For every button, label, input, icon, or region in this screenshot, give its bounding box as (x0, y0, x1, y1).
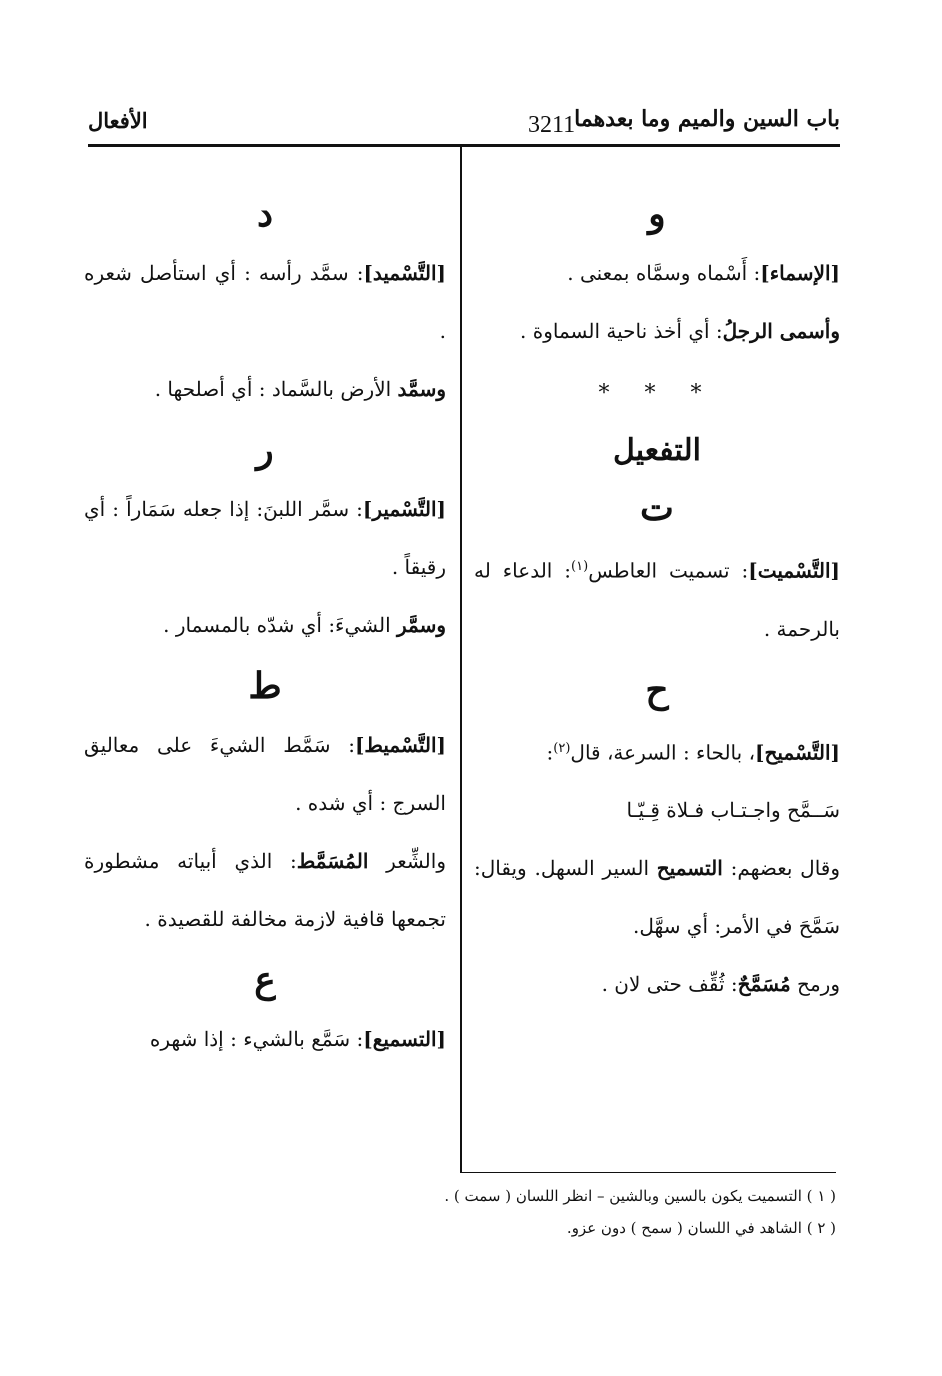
entry-tasmih (474, 720, 840, 782)
letter-heading-ta2: ط (248, 665, 282, 707)
letter-heading-waw: و (648, 193, 666, 235)
entry-tasmi (84, 1010, 446, 1068)
entry-text: وقال بعضهم: (730, 856, 841, 881)
entry-definition: : سَمَّع بالشيء : إذا شهره (149, 1027, 364, 1051)
verse-line: سَــمَّح واجـتـاب فـلاة قِـيّـا (626, 798, 840, 823)
entry-definition: : الذي أبياته مشطورة تجمعها قافية لازمة مخالفة للقصيدة . (84, 849, 446, 931)
footnote-marker: (٢) (553, 740, 571, 756)
entry-term: [التسميع] (363, 1027, 446, 1051)
entry-term: وأسمى الرجلُ (722, 319, 840, 343)
entry-term: [التَّسْميح] (755, 740, 840, 765)
entry-tasmid (84, 244, 446, 360)
entry-definition: : الدعاء له بالرحمة . (474, 558, 840, 641)
entry-term: [التَّسْميط] (354, 733, 446, 757)
header-section-title: الأفعال (88, 108, 148, 133)
header-rule (88, 144, 840, 147)
entry-term: وسمَّد (397, 377, 446, 401)
entry-definition: السير السهل. ويقال: سَمَّحَ في الأمر: أي سهَّل. (474, 856, 840, 939)
left-column (84, 182, 446, 1068)
entry-isma (474, 244, 840, 302)
entry-term: [التَّسْمير] (362, 497, 446, 521)
entry-definition: : أَسْماه وسمَّاه بمعنى . (567, 261, 761, 285)
entry-term: التسميح (656, 856, 723, 881)
entry-text: ورمح (797, 972, 840, 997)
entry-baadh (474, 839, 840, 955)
entry-sammar (84, 596, 446, 654)
entry-definition: : تسميت العاطس (588, 558, 749, 583)
header-chapter-title: باب السين والميم وما بعدهما (574, 106, 840, 132)
entry-definition: : سَمَّط الشيءَ على معاليق السرج : أي شده . (84, 733, 446, 815)
page-number: 3211 (528, 112, 576, 138)
page-header (88, 100, 840, 146)
letter-heading-ra: ر (256, 429, 274, 471)
entry-definition: الشيءَ: أي شدّه بالمسمار . (163, 613, 391, 637)
entry-punctuation: : (546, 740, 554, 765)
footnote-2: ( ٢ ) الشاهد في اللسان ( سمح ) دون عزو. (566, 1219, 836, 1237)
letter-heading-ta: ت (640, 487, 674, 529)
entry-definition: : سمَّر اللبنَ: إذا جعله سَمَاراً : أي رقيقاً . (84, 497, 446, 579)
section-heading: التفعيل (613, 433, 701, 468)
entry-term: المُسَمَّط (296, 849, 369, 873)
entry-tasmir (84, 480, 446, 596)
letter-heading-dal: د (256, 193, 274, 235)
entry-rumh (474, 955, 840, 1013)
entry-term: [الإسماء] (760, 261, 840, 285)
right-column (474, 182, 840, 1013)
footnotes (300, 1180, 836, 1244)
entry-tasmit2 (84, 716, 446, 832)
footnote-1: ( ١ ) التسميت يكون بالسين وبالشين – انظر اللسان ( سمت ) . (444, 1187, 836, 1205)
entry-term: [التَّسْميد] (363, 261, 446, 285)
letter-heading-ain: ع (254, 959, 276, 1001)
entry-definition: ، بالحاء : السرعة، قال (570, 740, 756, 765)
entry-definition: : أي أخذ ناحية السماوة . (520, 319, 723, 343)
entry-definition: : ثُقِّف حتى لان . (601, 972, 738, 997)
entry-sammad (84, 360, 446, 418)
section-separator: * * * (598, 381, 716, 406)
entry-term: وسمَّر (396, 613, 446, 637)
entry-text: والشِّعر (386, 849, 446, 873)
footnote-marker: (١) (571, 559, 589, 574)
entry-tasmit (474, 538, 840, 658)
entry-definition: الأرض بالسَّماد : أي أصلحها . (154, 377, 392, 401)
column-divider (460, 146, 462, 1172)
entry-definition: : سمَّد رأسه : أي استأصل شعره . (84, 261, 446, 343)
entry-asma (474, 302, 840, 360)
entry-term: مُسَمَّحٌ (737, 972, 791, 997)
entry-shir (84, 832, 446, 948)
footnote-rule (460, 1172, 836, 1173)
letter-heading-ha: ح (645, 668, 669, 711)
entry-term: [التَّسْميت] (748, 558, 840, 583)
